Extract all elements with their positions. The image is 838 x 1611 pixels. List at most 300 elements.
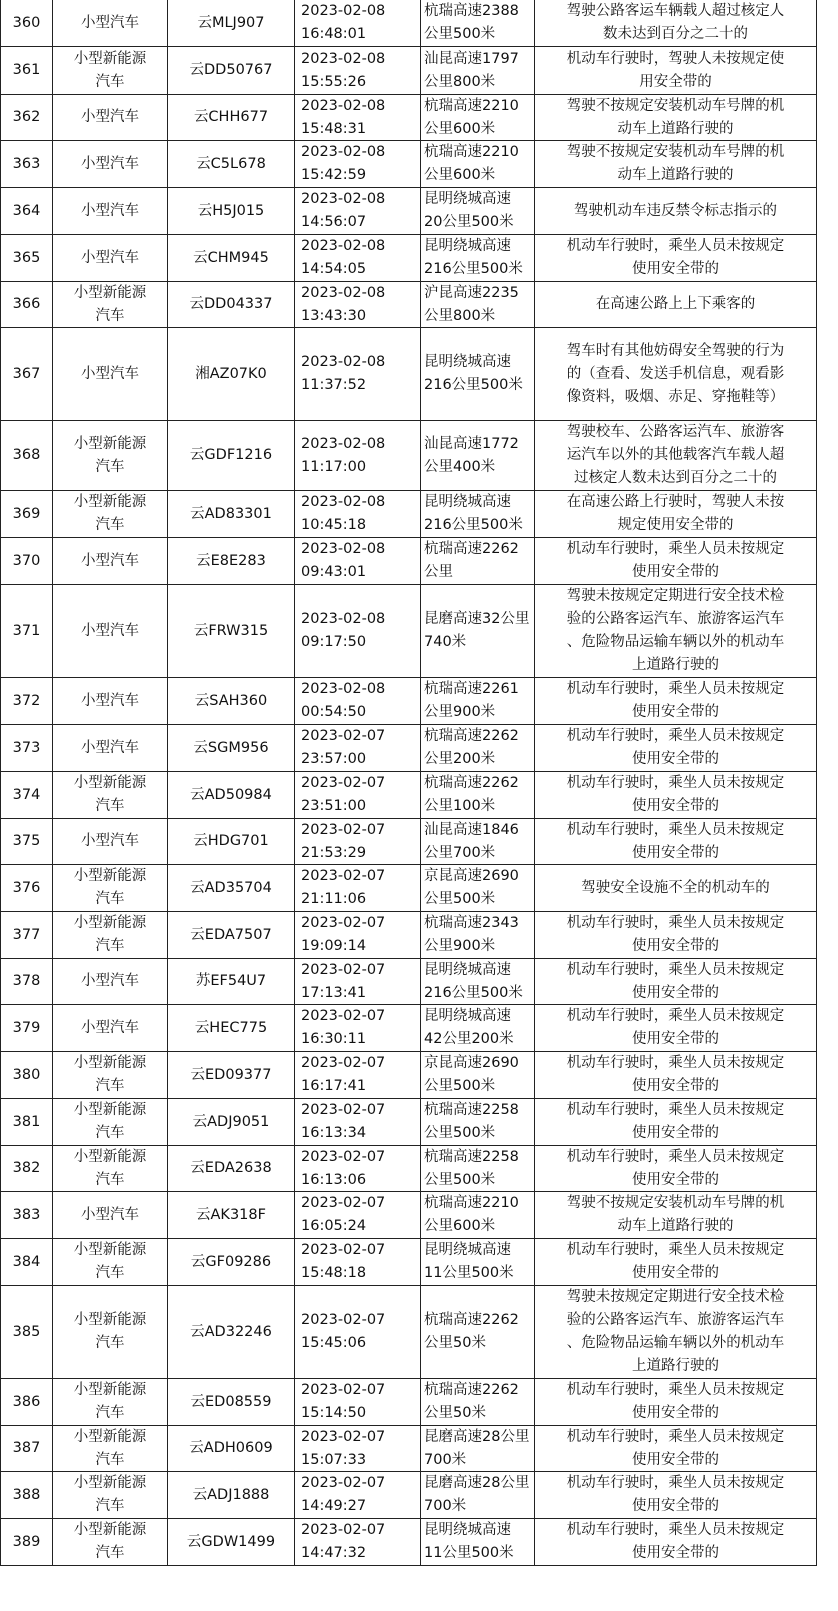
plate-number-line: 云AD50984: [190, 786, 272, 803]
table-row: [0, 959, 817, 1005]
vehicle-type-line: 汽车: [95, 1171, 125, 1188]
violation-time-line: 16:05:24: [301, 1218, 367, 1234]
vehicle-type-line: 小型新能源: [73, 1148, 147, 1165]
plate-number-line: 云GDW1499: [186, 1533, 276, 1550]
violation-description: [535, 491, 817, 537]
vehicle-type: [53, 235, 168, 281]
row-number: [0, 1052, 53, 1098]
plate-number-line: 云E8E283: [196, 552, 266, 569]
plate-number: [168, 47, 295, 94]
violation-description-line: 机动车行驶时，乘坐人员未按规定: [566, 238, 785, 254]
violation-time-line: 13:43:30: [301, 307, 367, 324]
violation-location-line: 昆明绕城高速: [424, 191, 511, 207]
vehicle-type-line: 小型汽车: [81, 622, 139, 639]
table-row: [0, 235, 817, 282]
violation-description: [535, 538, 817, 584]
plate-number-line: 云SGM956: [193, 739, 269, 756]
vehicle-type-line: 汽车: [95, 891, 125, 907]
table-row: [0, 1426, 817, 1472]
row-number: [0, 538, 53, 584]
violation-description-line: 机动车行驶时，乘坐人员未按规定: [566, 728, 785, 744]
vehicle-type-line: 汽车: [95, 798, 125, 814]
violation-description: [535, 141, 817, 187]
violation-time-line: 15:55:26: [301, 73, 367, 90]
violation-location-line: 公里600米: [424, 120, 496, 137]
violation-location-line: 杭瑞高速2388: [424, 3, 519, 19]
violation-description: [535, 188, 817, 234]
plate-number-line: 云ADH0609: [189, 1440, 273, 1456]
table-row: [0, 1472, 817, 1519]
violation-description-line: 在高速公路上行驶时，驾驶人未按: [566, 494, 785, 510]
row-number: [0, 1099, 53, 1145]
violation-time-line: 23:51:00: [301, 798, 367, 814]
vehicle-type-line: 汽车: [95, 73, 125, 90]
vehicle-type-line: 汽车: [95, 1335, 125, 1351]
violation-time-line: 2023-02-07: [301, 915, 386, 931]
violation-location: [421, 1192, 535, 1238]
violation-time-line: 15:45:06: [301, 1335, 367, 1351]
row-number-line: 372: [12, 692, 41, 709]
row-number: [0, 912, 53, 958]
violation-location-line: 公里600米: [424, 1218, 496, 1234]
violation-description-line: 使用安全带的: [632, 261, 719, 277]
row-number-line: 362: [12, 109, 41, 125]
violation-location-line: 京昆高速2690: [424, 1055, 519, 1071]
violation-time: [295, 421, 421, 490]
violation-description-line: 数未达到百分之二十的: [603, 26, 748, 42]
violation-location-line: 公里400米: [424, 458, 496, 475]
plate-number-line: 云FRW315: [193, 622, 269, 639]
vehicle-type: [53, 678, 168, 724]
row-number: [0, 725, 53, 771]
violation-location-line: 杭瑞高速2262: [424, 1312, 519, 1328]
vehicle-type: [53, 725, 168, 771]
violation-location: [421, 725, 535, 771]
violation-description-line: 使用安全带的: [632, 984, 719, 1001]
violation-description-line: 机动车行驶时，乘坐人员未按规定: [566, 1428, 785, 1445]
plate-number-line: 云EDA7507: [190, 926, 272, 943]
violation-location: [421, 1472, 535, 1518]
violation-location-line: 杭瑞高速2210: [424, 97, 519, 114]
violation-time: [295, 282, 421, 327]
violation-description: [535, 725, 817, 771]
vehicle-type: [53, 0, 168, 46]
violation-description: [535, 1472, 817, 1518]
plate-number-line: 云EDA2638: [190, 1160, 272, 1176]
violation-time: [295, 1379, 421, 1425]
vehicle-type-line: 小型新能源: [73, 494, 147, 510]
vehicle-type: [53, 1239, 168, 1285]
violation-location: [421, 491, 535, 537]
vehicle-type-line: 汽车: [95, 1405, 125, 1421]
violation-time-line: 21:53:29: [301, 844, 367, 861]
vehicle-type-line: 汽车: [95, 1125, 125, 1141]
violation-location-line: 公里700米: [424, 844, 496, 861]
vehicle-type-line: 汽车: [95, 517, 125, 533]
violation-description-line: 机动车行驶时，驾驶人未按规定使: [566, 50, 785, 67]
violation-description-line: 运汽车以外的其他载客汽车载人超: [566, 447, 785, 463]
row-number: [0, 1239, 53, 1285]
plate-number-line: 苏EF54U7: [195, 973, 267, 989]
violation-time-line: 00:54:50: [301, 704, 367, 720]
violation-description-line: 使用安全带的: [632, 798, 719, 814]
row-number-line: 381: [12, 1113, 41, 1130]
table-row: [0, 1379, 817, 1426]
row-number: [0, 1146, 53, 1191]
row-number-line: 369: [12, 505, 41, 522]
violation-time: [295, 1099, 421, 1145]
row-number-line: 373: [12, 739, 41, 756]
violation-location: [421, 0, 535, 46]
violation-description-line: 使用安全带的: [632, 1545, 719, 1561]
violation-description-line: 机动车行驶时，乘坐人员未按规定: [566, 1148, 785, 1165]
violation-description: [535, 1239, 817, 1285]
table-row: [0, 188, 817, 235]
vehicle-type-line: 小型新能源: [73, 1428, 147, 1445]
table-row: [0, 328, 817, 421]
violation-location-line: 汕昆高速1846: [424, 821, 519, 838]
violation-description-line: 验的公路客运汽车、旅游客运汽车: [566, 611, 785, 627]
violation-time-line: 2023-02-08: [301, 494, 386, 510]
row-number: [0, 141, 53, 187]
violation-time: [295, 1472, 421, 1518]
vehicle-type-line: 小型新能源: [73, 1102, 147, 1118]
violation-location-line: 昆明绕城高速: [424, 961, 511, 978]
violation-location: [421, 1379, 535, 1425]
violation-description-line: 机动车行驶时，乘坐人员未按规定: [566, 1522, 785, 1538]
vehicle-type-line: 小型新能源: [73, 868, 147, 884]
violation-time: [295, 912, 421, 958]
violation-time: [295, 1239, 421, 1285]
plate-number: [168, 1519, 295, 1565]
violation-location-line: 汕昆高速1797: [424, 50, 519, 67]
violation-description: [535, 585, 817, 677]
violation-location-line: 740米: [424, 634, 467, 650]
plate-number-line: 云HDG701: [193, 833, 269, 849]
violation-time-line: 2023-02-08: [301, 435, 386, 452]
vehicle-type-line: 小型汽车: [81, 249, 139, 266]
violation-location: [421, 1099, 535, 1145]
plate-number-line: 云H5J015: [197, 202, 265, 219]
plate-number: [168, 0, 295, 46]
plate-number-line: 云CHH677: [193, 109, 269, 125]
row-number-line: 378: [12, 973, 41, 989]
violation-location-line: 216公里500米: [424, 984, 523, 1001]
vehicle-type-line: 小型新能源: [73, 284, 147, 301]
violation-description: [535, 772, 817, 818]
violation-description: [535, 912, 817, 958]
vehicle-type: [53, 1426, 168, 1471]
vehicle-type-line: 小型新能源: [73, 435, 147, 452]
vehicle-type-line: 汽车: [95, 1078, 125, 1094]
violation-description-line: 动车上道路行驶的: [617, 120, 734, 137]
violation-description: [535, 1192, 817, 1238]
plate-number: [168, 585, 295, 677]
violation-description-line: 机动车行驶时，乘坐人员未按规定: [566, 1008, 785, 1024]
row-number-line: 365: [12, 249, 41, 266]
vehicle-type-line: 小型汽车: [81, 202, 139, 219]
vehicle-type-line: 小型新能源: [73, 50, 147, 67]
vehicle-type: [53, 1052, 168, 1098]
vehicle-type-line: 小型新能源: [73, 1242, 147, 1258]
row-number: [0, 1005, 53, 1051]
vehicle-type: [53, 188, 168, 234]
violation-description-line: 驾驶不按规定安装机动车号牌的机: [566, 144, 785, 160]
violation-location-line: 公里500米: [424, 891, 496, 907]
violation-location-line: 公里800米: [424, 307, 496, 324]
violation-description-line: 驾驶公路客运车辆载人超过核定人: [566, 3, 785, 19]
violation-time: [295, 772, 421, 818]
violation-location-line: 216公里500米: [424, 377, 523, 393]
violation-location-line: 杭瑞高速2258: [424, 1148, 519, 1165]
violation-time: [295, 1005, 421, 1051]
violation-location-line: 杭瑞高速2262: [424, 1382, 519, 1398]
row-number: [0, 585, 53, 677]
vehicle-type-line: 小型汽车: [81, 109, 139, 125]
violation-description-line: 机动车行驶时，乘坐人员未按规定: [566, 1055, 785, 1071]
violation-location: [421, 141, 535, 187]
row-number: [0, 1192, 53, 1238]
vehicle-type-line: 小型新能源: [73, 1522, 147, 1538]
plate-number-line: 云ED09377: [190, 1066, 272, 1083]
violation-description: [535, 678, 817, 724]
violation-description-line: 用安全带的: [639, 73, 712, 90]
violation-time-line: 2023-02-07: [301, 1195, 386, 1211]
table-row: [0, 141, 817, 188]
vehicle-type: [53, 1099, 168, 1145]
violation-description-line: 驾驶安全设施不全的机动车的: [581, 879, 770, 896]
vehicle-type: [53, 141, 168, 187]
violation-time-line: 14:56:07: [301, 214, 367, 230]
row-number-line: 375: [12, 833, 41, 849]
violation-location-line: 昆磨高速28公里: [424, 1475, 530, 1491]
row-number-line: 370: [12, 552, 41, 569]
violation-description-line: 的（查看、发送手机信息，观看影: [566, 365, 785, 382]
violation-time-line: 2023-02-07: [301, 1475, 386, 1491]
violation-time-line: 2023-02-08: [301, 191, 386, 207]
violation-location-line: 公里500米: [424, 1078, 496, 1094]
violation-description-line: 使用安全带的: [632, 1265, 719, 1281]
violation-location-line: 公里800米: [424, 73, 496, 90]
violation-time-line: 16:17:41: [301, 1078, 367, 1094]
violation-location-line: 公里200米: [424, 751, 496, 767]
row-number-line: 361: [12, 62, 41, 78]
violation-time: [295, 959, 421, 1004]
violation-time-line: 2023-02-08: [301, 238, 386, 254]
row-number-line: 367: [12, 365, 41, 382]
violation-location-line: 公里500米: [424, 1125, 496, 1141]
violation-description-line: 驾驶校车、公路客运汽车、旅游客: [566, 424, 785, 440]
violation-time-line: 23:57:00: [301, 751, 367, 767]
violation-location: [421, 188, 535, 234]
violation-time: [295, 1146, 421, 1191]
violation-location: [421, 47, 535, 94]
table-row: [0, 1519, 817, 1566]
violation-time-line: 2023-02-07: [301, 821, 386, 838]
vehicle-type-line: 小型汽车: [81, 365, 139, 382]
violation-location-line: 昆明绕城高速: [424, 238, 511, 254]
violation-time-line: 2023-02-07: [301, 1242, 386, 1258]
row-number-line: 364: [12, 202, 41, 219]
violation-time-line: 15:42:59: [301, 167, 367, 183]
vehicle-type: [53, 282, 168, 327]
row-number-line: 383: [12, 1206, 41, 1223]
violation-description-line: 机动车行驶时，乘坐人员未按规定: [566, 961, 785, 978]
violation-location: [421, 959, 535, 1004]
vehicle-type-line: 小型汽车: [81, 1206, 139, 1223]
plate-number: [168, 959, 295, 1004]
plate-number: [168, 772, 295, 818]
violation-time-line: 09:43:01: [301, 564, 367, 580]
row-number-line: 371: [12, 622, 41, 639]
plate-number: [168, 141, 295, 187]
violation-time: [295, 865, 421, 911]
plate-number: [168, 1379, 295, 1425]
violation-description: [535, 0, 817, 46]
violation-time: [295, 1286, 421, 1378]
plate-number: [168, 1426, 295, 1471]
violation-time-line: 2023-02-08: [301, 541, 386, 557]
table-row: [0, 1005, 817, 1052]
violation-time-line: 16:30:11: [301, 1031, 367, 1047]
vehicle-type: [53, 421, 168, 490]
plate-number-line: 云AD35704: [190, 879, 272, 896]
row-number-line: 382: [12, 1160, 41, 1176]
violation-location-line: 700米: [424, 1498, 467, 1514]
vehicle-type-line: 汽车: [95, 938, 125, 954]
violation-time: [295, 235, 421, 281]
violation-description-line: 使用安全带的: [632, 1171, 719, 1188]
plate-number-line: 云CHM945: [193, 249, 269, 266]
violation-description-line: 动车上道路行驶的: [617, 167, 734, 183]
violation-time: [295, 538, 421, 584]
violation-time-line: 2023-02-07: [301, 961, 386, 978]
violation-description-line: 使用安全带的: [632, 1078, 719, 1094]
vehicle-type-line: 汽车: [95, 458, 125, 475]
vehicle-type: [53, 1005, 168, 1051]
violation-description-line: 使用安全带的: [632, 564, 719, 580]
row-number-line: 387: [12, 1440, 41, 1456]
vehicle-type: [53, 47, 168, 94]
violation-location-line: 昆磨高速28公里: [424, 1428, 530, 1445]
plate-number-line: 云DD04337: [189, 296, 273, 312]
violation-time-line: 2023-02-07: [301, 1522, 386, 1538]
violation-time: [295, 725, 421, 771]
vehicle-type-line: 小型新能源: [73, 1055, 147, 1071]
violation-description: [535, 1286, 817, 1378]
violation-time-line: 09:17:50: [301, 634, 367, 650]
vehicle-type-line: 汽车: [95, 1265, 125, 1281]
table-row: [0, 538, 817, 585]
violation-location-line: 昆明绕城高速: [424, 1522, 511, 1538]
row-number-line: 368: [12, 447, 41, 463]
violation-location: [421, 1519, 535, 1565]
violation-location: [421, 1426, 535, 1471]
table-row: [0, 421, 817, 491]
violation-time-line: 14:54:05: [301, 261, 367, 277]
violation-time-line: 2023-02-08: [301, 50, 386, 67]
violation-location-line: 42公里200米: [424, 1031, 514, 1047]
row-number: [0, 188, 53, 234]
violation-time: [295, 141, 421, 187]
violation-location: [421, 772, 535, 818]
vehicle-type-line: 小型汽车: [81, 14, 139, 31]
vehicle-type: [53, 95, 168, 140]
violation-time-line: 2023-02-07: [301, 868, 386, 884]
plate-number-line: 云AD32246: [190, 1323, 272, 1340]
vehicle-type: [53, 865, 168, 911]
row-number: [0, 328, 53, 420]
violation-location: [421, 328, 535, 420]
violation-time-line: 14:47:32: [301, 1545, 367, 1561]
violation-location: [421, 912, 535, 958]
table-row: [0, 1052, 817, 1099]
vehicle-type-line: 小型新能源: [73, 915, 147, 931]
plate-number: [168, 819, 295, 864]
vehicle-type: [53, 912, 168, 958]
vehicle-type: [53, 491, 168, 537]
violation-location: [421, 678, 535, 724]
plate-number-line: 云SAH360: [194, 692, 268, 709]
violation-description-line: 使用安全带的: [632, 1125, 719, 1141]
violation-time-line: 11:17:00: [301, 458, 367, 475]
plate-number: [168, 538, 295, 584]
plate-number: [168, 282, 295, 327]
violation-time-line: 2023-02-07: [301, 1055, 386, 1071]
violation-time: [295, 47, 421, 94]
plate-number: [168, 725, 295, 771]
violation-time: [295, 1192, 421, 1238]
violation-time-line: 2023-02-08: [301, 354, 386, 370]
violation-description-line: 动车上道路行驶的: [617, 1218, 734, 1234]
violation-description-line: 上道路行驶的: [632, 657, 719, 673]
violation-description: [535, 819, 817, 864]
violation-location: [421, 1146, 535, 1191]
violation-description-line: 驾驶不按规定安装机动车号牌的机: [566, 97, 785, 114]
vehicle-type: [53, 1192, 168, 1238]
violation-description: [535, 1519, 817, 1565]
plate-number: [168, 865, 295, 911]
row-number: [0, 47, 53, 94]
violation-location-line: 沪昆高速2235: [424, 284, 519, 301]
violation-description: [535, 1099, 817, 1145]
violation-time-line: 11:37:52: [301, 377, 367, 393]
row-number: [0, 1286, 53, 1378]
violation-description: [535, 47, 817, 94]
vehicle-type-line: 小型汽车: [81, 1019, 139, 1036]
violation-location-line: 公里50米: [424, 1335, 486, 1351]
violation-location-line: 公里500米: [424, 26, 496, 42]
violation-location: [421, 1239, 535, 1285]
vehicle-type-line: 小型新能源: [73, 1382, 147, 1398]
row-number: [0, 235, 53, 281]
row-number: [0, 95, 53, 140]
violation-time-line: 16:13:34: [301, 1125, 367, 1141]
violation-description-line: 驾车时有其他妨碍安全驾驶的行为: [566, 342, 785, 359]
violation-description-line: 使用安全带的: [632, 704, 719, 720]
table-row: [0, 725, 817, 772]
violation-description: [535, 1052, 817, 1098]
violation-location-line: 杭瑞高速2210: [424, 1195, 519, 1211]
vehicle-type: [53, 1379, 168, 1425]
table-row: [0, 95, 817, 141]
row-number: [0, 0, 53, 46]
vehicle-type-line: 汽车: [95, 307, 125, 324]
violation-location-line: 杭瑞高速2343: [424, 915, 519, 931]
violation-time: [295, 0, 421, 46]
violation-location: [421, 819, 535, 864]
violation-location-line: 公里50米: [424, 1405, 486, 1421]
